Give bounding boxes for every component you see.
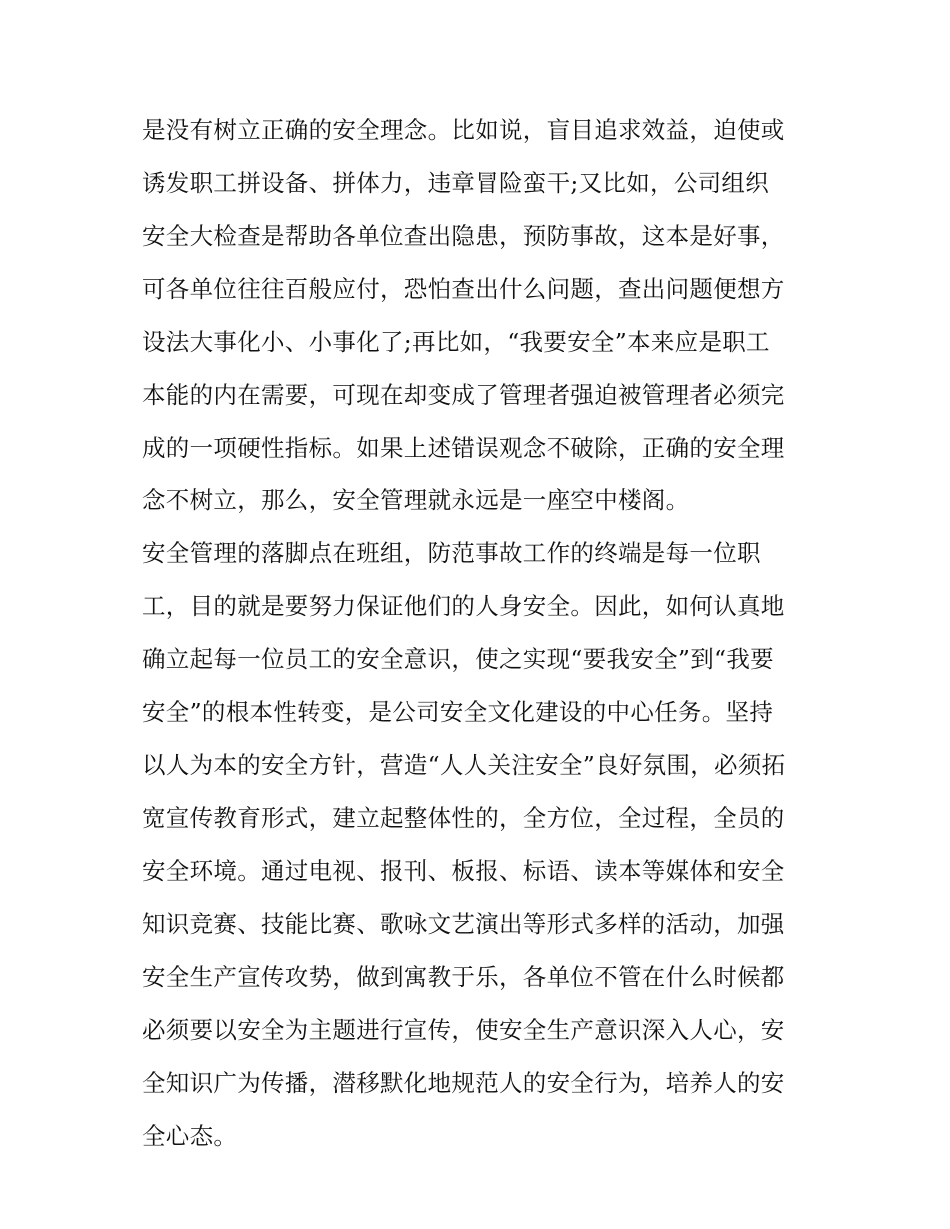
text-line: 诱发职工拼设备、拼体力，违章冒险蛮干;又比如，公司组织 <box>142 169 770 197</box>
text-line: 安全管理的落脚点在班组，防范事故工作的终端是每一位职 <box>142 539 761 567</box>
text-line: 宽宣传教育形式，建立起整体性的，全方位，全过程，全员的 <box>142 804 785 832</box>
text-line: 可各单位往往百般应付，恐怕查出什么问题，查出问题便想方 <box>142 275 785 303</box>
text-line: 必须要以安全为主题进行宣传，使安全生产意识深入人心，安 <box>142 1016 785 1044</box>
text-line: 知识竞赛、技能比赛、歌咏文艺演出等形式多样的活动，加强 <box>142 910 785 938</box>
text-line: 安全环境。通过电视、报刊、板报、标语、读本等媒体和安全 <box>142 857 785 885</box>
text-line: 全心态。 <box>142 1122 238 1150</box>
text-line: 设法大事化小、小事化了;再比如，“我要安全”本来应是职工 <box>142 328 770 356</box>
text-line: 以人为本的安全方针，营造“人人关注安全”良好氛围，必须拓 <box>142 751 786 779</box>
text-line: 安全生产宣传攻势，做到寓教于乐，各单位不管在什么时候都 <box>142 963 785 991</box>
text-line: 安全”的根本性转变，是公司安全文化建设的中心任务。坚持 <box>142 698 774 726</box>
text-line: 确立起每一位员工的安全意识，使之实现“要我安全”到“我要 <box>142 645 774 673</box>
text-line: 念不树立，那么，安全管理就永远是一座空中楼阁。 <box>142 486 690 514</box>
text-line: 成的一项硬性指标。如果上述错误观念不破除，正确的安全理 <box>142 434 785 462</box>
text-line: 工，目的就是要努力保证他们的人身安全。因此，如何认真地 <box>142 592 785 620</box>
text-line: 本能的内在需要，可现在却变成了管理者强迫被管理者必须完 <box>142 381 785 409</box>
text-line: 全知识广为传播，潜移默化地规范人的安全行为，培养人的安 <box>142 1069 785 1097</box>
text-line: 安全大检查是帮助各单位查出隐患，预防事故，这本是好事， <box>142 222 785 250</box>
text-line: 是没有树立正确的安全理念。比如说，盲目追求效益，迫使或 <box>142 116 785 144</box>
